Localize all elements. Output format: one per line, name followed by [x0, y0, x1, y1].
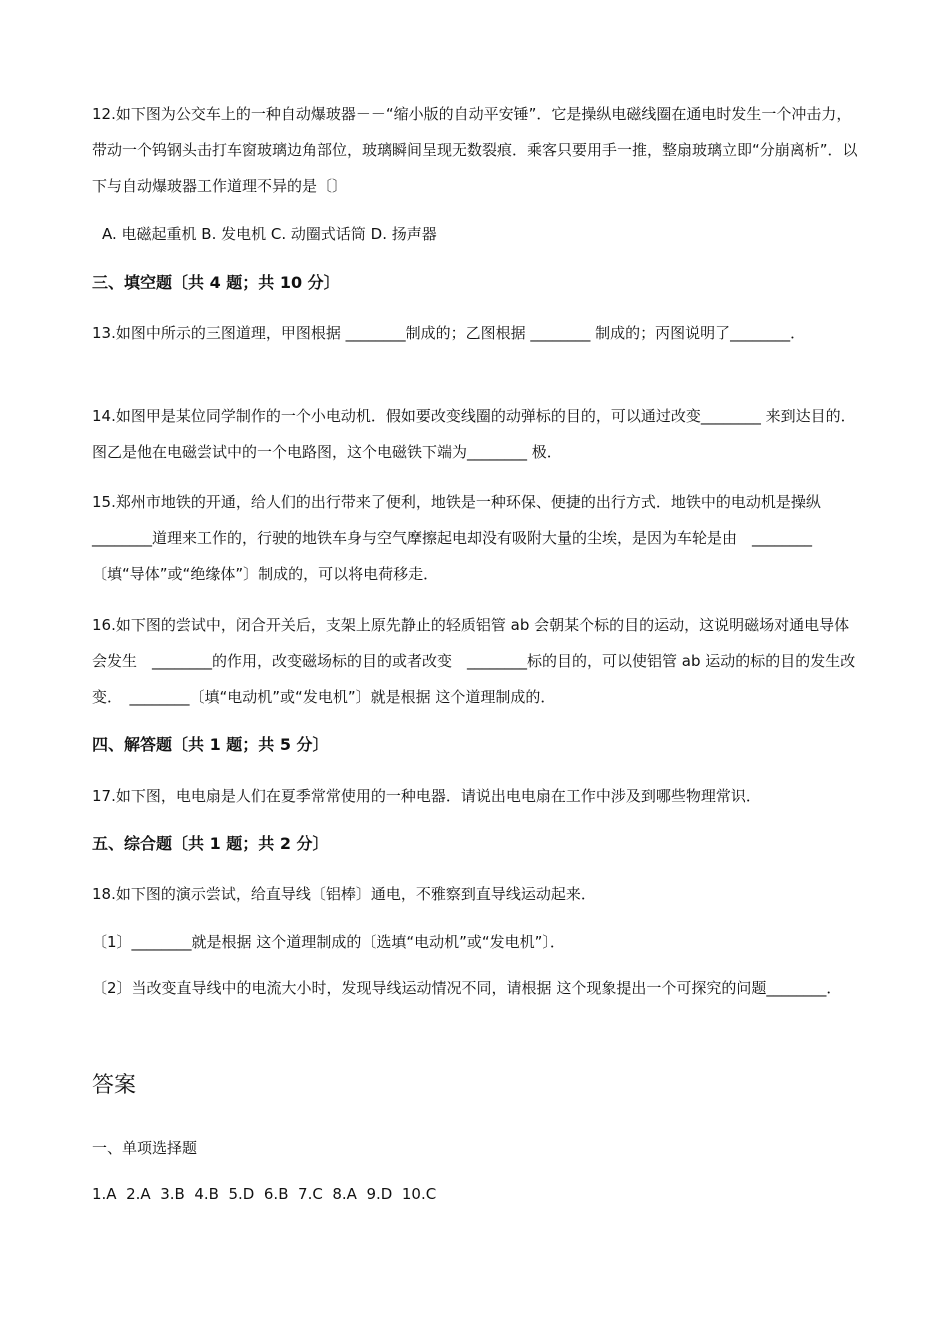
- question-12-stem: 12.如下图为公交车上的一种自动爆玻器－－“缩小版的自动平安锤”．它是操纵电磁线圈在通电时发生一个冲击力，带动一个钨钢头击打车窗玻璃边角部位，玻璃瞬间呈现无数裂痕．乘客只要用手一推，整扇玻璃立即“分崩离析”．以下与自动爆玻器工作道理不异的是〔〕: [92, 105, 858, 195]
- answers-multiple-choice: 1.A 2.A 3.B 4.B 5.D 6.B 7.C 8.A 9.D 10.C: [92, 1185, 437, 1203]
- section-5-heading: 五、综合题〔共 1 题；共 2 分〕: [92, 834, 329, 853]
- section-3-heading: 三、填空题〔共 4 题；共 10 分〕: [92, 273, 340, 292]
- question-13: 13.如图中所示的三图道理，甲图根据 ________制成的；乙图根据 ________ 制成的；丙图说明了________．: [92, 324, 806, 342]
- question-15: 15.郑州市地铁的开通，给人们的出行带来了便利，地铁是一种环保、便捷的出行方式．地铁中的电动机是操纵 ________道理来工作的，行驶的地铁车身与空气摩擦起电却没有吸附大量的尘埃，是因为车轮是由 ________〔填“导体”或“绝缘体”〕制成的，可以将电荷移走．: [92, 493, 836, 583]
- question-18-stem: 18.如下图的演示尝试，给直导线〔铝棒〕通电，不雅察到直导线运动起来．: [92, 885, 596, 903]
- section-4-heading: 四、解答题〔共 1 题；共 5 分〕: [92, 735, 329, 754]
- question-16: 16.如下图的尝试中，闭合开关后，支架上原先静止的轻质铝管 ab 会朝某个标的目的运动，这说明磁场对通电导体会发生 ________的作用，改变磁场标的目的或者改变 ________标的目的，可以使铝管 ab 运动的标的目的发生改变． ________〔填“电动机”或“发电机”〕就是根据 这个道理制成的．: [92, 616, 856, 706]
- question-18-sub1: 〔1〕________就是根据 这个道理制成的〔选填“电动机”或“发电机”〕．: [92, 933, 565, 951]
- question-12-options: A. 电磁起重机 B. 发电机 C. 动圈式话筒 D. 扬声器: [102, 225, 437, 243]
- question-18-sub2: 〔2〕当改变直导线中的电流大小时，发现导线运动情况不同，请根据 这个现象提出一个可探究的问题________．: [92, 979, 842, 997]
- answers-title: 答案: [92, 1073, 137, 1098]
- question-17: 17.如下图，电电扇是人们在夏季常常使用的一种电器．请说出电电扇在工作中涉及到哪些物理常识．: [92, 787, 761, 805]
- question-14: 14.如图甲是某位同学制作的一个小电动机．假如要改变线圈的动弹标的目的，可以通过改变________ 来到达目的．图乙是他在电磁尝试中的一个电路图，这个电磁铁下端为________ 极．: [92, 407, 856, 461]
- answers-section-1-label: 一、单项选择题: [92, 1139, 198, 1157]
